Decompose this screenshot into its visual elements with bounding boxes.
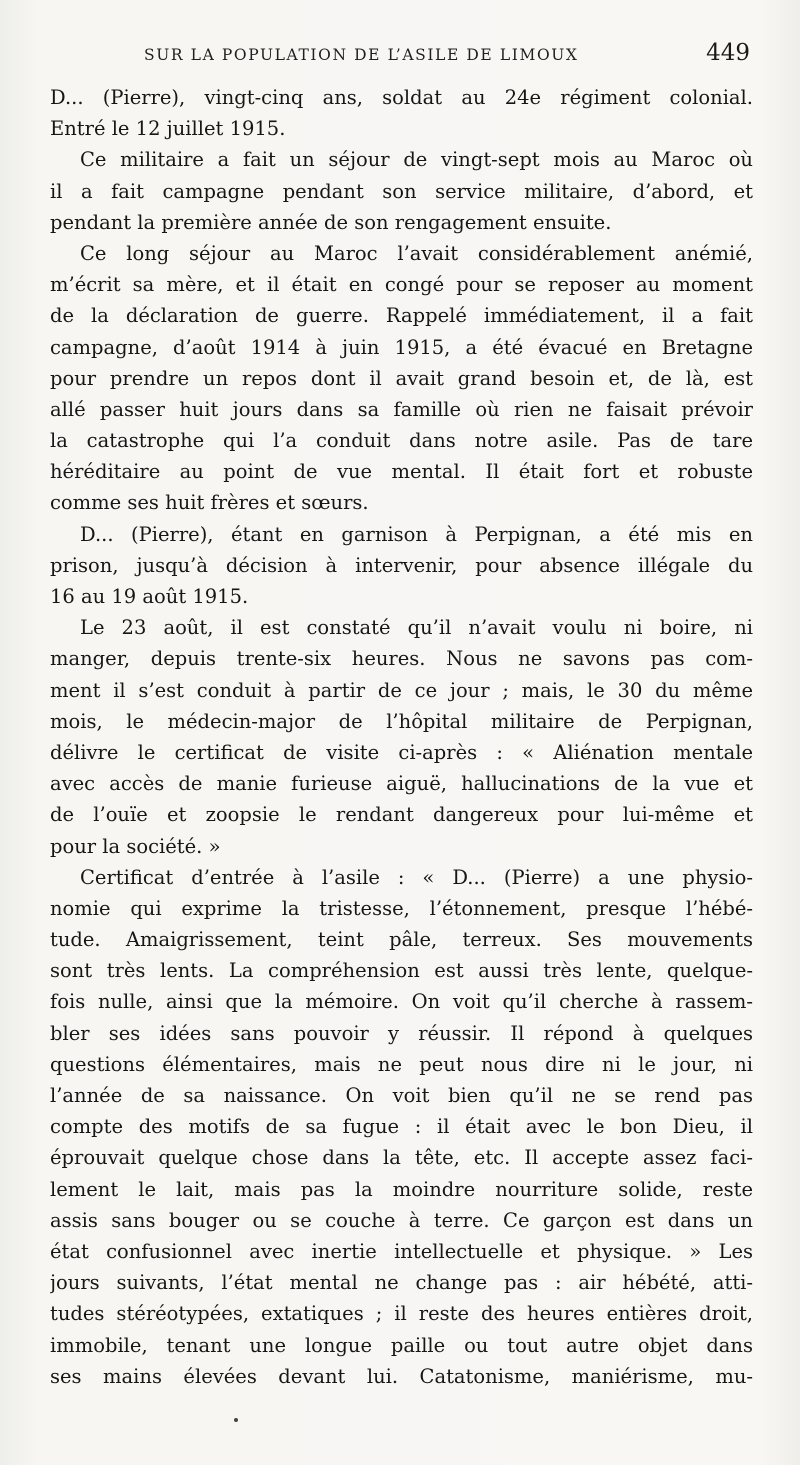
- page-header: [52, 40, 752, 80]
- text-line: l’année de sa naissance. On voit bien qu’il ne se rend pas: [50, 1084, 753, 1107]
- text-line: assis sans bouger ou se couche à terre. Ce garçon est dans un: [50, 1208, 753, 1232]
- text-line: ses mains élevées devant lui. Catatonisme, maniérisme, mu-: [50, 1364, 753, 1388]
- body-text: [50, 82, 753, 1392]
- text-line: pour la société. »: [50, 834, 221, 858]
- text-line: état confusionnel avec inertie intellectuelle et physique. » Les: [50, 1239, 753, 1263]
- text-line: tudes stéréotypées, extatiques ; il reste des heures entières droit,: [50, 1302, 753, 1326]
- text-line: immobile, tenant une longue paille ou tout autre objet dans: [50, 1333, 753, 1357]
- text-line: mois, le médecin-major de l’hôpital militaire de Perpignan,: [50, 709, 753, 733]
- text-line: bler ses idées sans pouvoir y réussir. Il répond à quelques: [50, 1021, 753, 1045]
- text-line: sont très lents. La compréhension est aussi très lente, quelque-: [50, 959, 753, 983]
- text-line: pour prendre un repos dont il avait grand besoin et, de là, est: [50, 366, 753, 390]
- text-line: Certificat d’entrée à l’asile : « D... (Pierre) a une physio-: [80, 865, 753, 889]
- text-line: questions élémentaires, mais ne peut nous dire ni le jour, ni: [50, 1052, 753, 1076]
- text-line: de l’ouïe et zoopsie le rendant dangereux pour lui-même et: [50, 803, 753, 827]
- text-line: délivre le certificat de visite ci-après : « Aliénation mentale: [50, 740, 753, 764]
- running-head: SUR LA POPULATION DE L’ASILE DE LIMOUX: [144, 46, 579, 64]
- text-line: Ce militaire a fait un séjour de vingt-sept mois au Maroc où: [80, 148, 753, 172]
- text-line: D... (Pierre), vingt-cinq ans, soldat au 24e régiment colonial.: [50, 86, 753, 109]
- text-line: m’écrit sa mère, et il était en congé pour se reposer au moment: [50, 273, 753, 297]
- text-line: nomie qui exprime la tristesse, l’étonnement, presque l’hébé-: [50, 896, 753, 920]
- text-line: campagne, d’août 1914 à juin 1915, a été évacué en Bretagne: [50, 335, 753, 359]
- text-line: héréditaire au point de vue mental. Il était fort et robuste: [50, 460, 753, 484]
- text-line: compte des motifs de sa fugue : il était avec le bon Dieu, il: [50, 1115, 753, 1139]
- text-line: lement le lait, mais pas la moindre nourriture solide, reste: [50, 1177, 753, 1201]
- text-line: tude. Amaigrissement, teint pâle, terreux. Ses mouvements: [50, 928, 753, 952]
- text-line: D... (Pierre), étant en garnison à Perpignan, a été mis en: [80, 522, 753, 546]
- text-line: 16 au 19 août 1915.: [50, 585, 249, 608]
- text-line: prison, jusqu’à décision à intervenir, pour absence illégale du: [50, 553, 753, 577]
- text-line: ment il s’est conduit à partir de ce jour ; mais, le 30 du même: [50, 678, 753, 702]
- text-line: jours suivants, l’état mental ne change pas : air hébété, atti-: [50, 1271, 753, 1295]
- text-line: Ce long séjour au Maroc l’avait considérablement anémié,: [80, 241, 753, 265]
- text-line: éprouvait quelque chose dans la tête, etc. Il accepte assez faci-: [50, 1146, 753, 1170]
- text-line: fois nulle, ainsi que la mémoire. On voit qu’il cherche à rassem-: [50, 990, 753, 1014]
- text-line: Le 23 août, il est constaté qu’il n’avait voulu ni boire, ni: [80, 616, 753, 640]
- text-line: manger, depuis trente-six heures. Nous ne savons pas com-: [50, 647, 753, 671]
- text-line: allé passer huit jours dans sa famille où rien ne faisait prévoir: [50, 397, 753, 421]
- text-line: de la déclaration de guerre. Rappelé immédiatement, il a fait: [50, 304, 753, 328]
- text-line: comme ses huit frères et sœurs.: [50, 491, 369, 515]
- page-number: 449: [706, 40, 750, 66]
- printer-dot: [234, 1418, 238, 1422]
- text-line: pendant la première année de son rengagement ensuite.: [50, 210, 612, 234]
- text-line: avec accès de manie furieuse aiguë, hallucinations de la vue et: [50, 772, 753, 796]
- text-line: il a fait campagne pendant son service militaire, d’abord, et: [50, 179, 753, 203]
- text-line: Entré le 12 juillet 1915.: [50, 117, 286, 141]
- text-line: la catastrophe qui l’a conduit dans notre asile. Pas de tare: [50, 429, 753, 453]
